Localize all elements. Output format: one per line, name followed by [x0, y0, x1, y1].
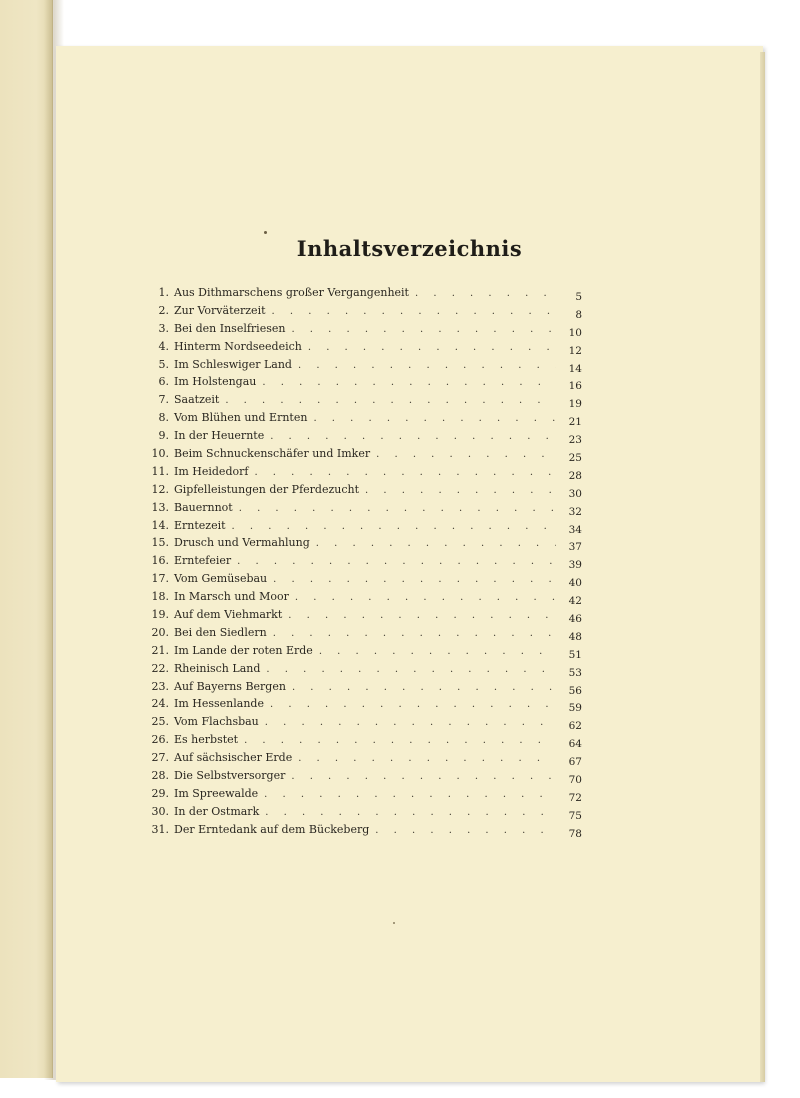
toc-entry-page-number: 59 — [568, 702, 582, 715]
toc-leader-dots — [264, 789, 556, 800]
toc-entry-page-number: 10 — [568, 326, 582, 339]
toc-entry-page-number: 21 — [568, 416, 582, 429]
toc-entry-title: Im Heidedorf — [174, 464, 249, 478]
ink-speck — [264, 231, 267, 234]
toc-entry-title: Vom Gemüsebau — [174, 572, 268, 586]
toc-entry — [142, 465, 582, 483]
toc-entry-title: In der Ostmark — [174, 804, 260, 818]
page-stack-edge — [760, 52, 765, 1082]
toc-leader-dots — [265, 717, 556, 728]
toc-entry-page-number: 5 — [575, 291, 582, 303]
toc-entry — [142, 411, 582, 429]
toc-entry-number: 19. — [151, 608, 169, 622]
toc-entry-title: Rheinisch Land — [174, 661, 261, 675]
toc-entry-page-number: 39 — [568, 559, 582, 572]
toc-entry-page-number: 12 — [568, 344, 582, 357]
toc-entry-page-number: 34 — [568, 523, 582, 536]
toc-entry-title: Vom Blühen und Ernten — [174, 411, 308, 425]
toc-entry — [142, 769, 582, 787]
toc-entry-number: 31. — [151, 822, 169, 836]
toc-leader-dots — [262, 377, 556, 388]
toc-entry-title: Auf dem Viehmarkt — [174, 608, 283, 622]
toc-entry-title: Im Holstengau — [174, 375, 257, 389]
toc-entry — [142, 375, 582, 393]
toc-entry-number: 30. — [151, 804, 169, 818]
toc-entry-title: Vom Flachsbau — [174, 715, 259, 729]
toc-entry-title: Der Erntedank auf dem Bückeberg — [174, 822, 370, 836]
toc-leader-dots — [237, 556, 556, 567]
toc-leader-dots — [298, 360, 556, 371]
toc-entry-number: 9. — [158, 429, 169, 443]
toc-entry — [142, 697, 582, 715]
toc-entry-number: 7. — [158, 393, 169, 407]
toc-entry-page-number: 30 — [568, 487, 582, 500]
toc-entry-page-number: 56 — [568, 684, 582, 697]
toc-entry-number: 25. — [151, 715, 169, 729]
toc-leader-dots — [291, 771, 556, 782]
toc-entry-title: Beim Schnuckenschäfer und Imker — [174, 447, 371, 461]
toc-entry-title: Im Lande der roten Erde — [174, 643, 313, 657]
toc-entry-title: Saatzeit — [174, 393, 220, 407]
toc-entry-page-number: 62 — [568, 720, 582, 733]
toc-entry — [142, 608, 582, 626]
toc-leader-dots — [272, 306, 556, 317]
toc-leader-dots — [292, 682, 556, 693]
toc-leader-dots — [266, 664, 556, 675]
toc-entry — [142, 715, 582, 733]
toc-entry — [142, 483, 582, 501]
toc-leader-dots — [308, 342, 556, 353]
toc-entry-title: In der Heuernte — [174, 429, 265, 443]
toc-entry-number: 28. — [151, 769, 169, 783]
toc-entry — [142, 590, 582, 608]
toc-leader-dots — [375, 825, 556, 836]
toc-entry — [142, 662, 582, 680]
table-of-contents — [142, 286, 582, 841]
toc-entry-page-number: 23 — [568, 434, 582, 447]
toc-entry-title: Hinterm Nordseedeich — [174, 339, 302, 353]
toc-entry — [142, 519, 582, 537]
toc-leader-dots — [244, 735, 556, 746]
toc-entry-number: 20. — [151, 625, 169, 639]
toc-entry-number: 3. — [158, 321, 169, 335]
toc-entry-title: Zur Vorväterzeit — [174, 303, 266, 317]
page-title: Inhaltsverzeichnis — [296, 236, 523, 261]
toc-entry-page-number: 70 — [568, 774, 582, 787]
toc-entry-number: 24. — [151, 697, 169, 711]
toc-entry-number: 1. — [158, 286, 169, 299]
toc-entry-number: 15. — [151, 536, 169, 550]
toc-entry-title: Auf sächsischer Erde — [174, 751, 293, 765]
toc-entry-title: Erntezeit — [174, 518, 226, 532]
toc-leader-dots — [288, 610, 556, 621]
toc-leader-dots — [225, 395, 556, 406]
toc-entry-page-number: 64 — [568, 738, 582, 751]
toc-entry — [142, 680, 582, 698]
toc-entry-page-number: 28 — [568, 469, 582, 482]
toc-leader-dots — [376, 449, 556, 460]
toc-entry-page-number: 72 — [568, 791, 582, 804]
toc-entry-title: Bei den Siedlern — [174, 625, 267, 639]
toc-entry — [142, 733, 582, 751]
toc-entry — [142, 304, 582, 322]
toc-entry-number: 2. — [158, 303, 169, 317]
toc-leader-dots — [415, 288, 556, 299]
toc-entry-page-number: 40 — [568, 577, 582, 590]
toc-leader-dots — [313, 413, 556, 424]
right-page — [56, 46, 763, 1082]
toc-leader-dots — [273, 574, 556, 585]
toc-entry-title: Es herbstet — [174, 733, 239, 747]
toc-entry-number: 11. — [151, 464, 169, 478]
toc-leader-dots — [265, 807, 556, 818]
toc-leader-dots — [239, 503, 556, 514]
toc-entry — [142, 644, 582, 662]
toc-entry-page-number: 51 — [568, 648, 582, 661]
toc-entry-number: 29. — [151, 786, 169, 800]
toc-entry-page-number: 16 — [568, 380, 582, 393]
toc-entry-title: Erntefeier — [174, 554, 232, 568]
toc-entry-page-number: 32 — [568, 505, 582, 518]
toc-entry-number: 27. — [151, 751, 169, 765]
toc-entry — [142, 447, 582, 465]
toc-entry-page-number: 14 — [568, 362, 582, 375]
toc-leader-dots — [270, 699, 556, 710]
toc-entry-title: In Marsch und Moor — [174, 590, 289, 604]
toc-leader-dots — [295, 592, 556, 603]
toc-entry-page-number: 78 — [568, 827, 582, 840]
toc-entry — [142, 340, 582, 358]
toc-entry-number: 10. — [151, 447, 169, 461]
toc-entry — [142, 626, 582, 644]
toc-entry-number: 4. — [158, 339, 169, 353]
toc-leader-dots — [316, 538, 556, 549]
toc-entry-page-number: 53 — [568, 666, 582, 679]
toc-entry-page-number: 8 — [575, 308, 582, 321]
toc-entry-title: Bauernnot — [174, 500, 233, 514]
toc-entry-title: Im Schleswiger Land — [174, 357, 292, 371]
toc-entry-number: 14. — [151, 518, 169, 532]
toc-entry — [142, 429, 582, 447]
toc-entry — [142, 536, 582, 554]
toc-leader-dots — [365, 485, 556, 496]
toc-entry-number: 8. — [158, 411, 169, 425]
toc-entry-number: 16. — [151, 554, 169, 568]
toc-leader-dots — [291, 324, 556, 335]
toc-leader-dots — [232, 521, 556, 532]
toc-entry — [142, 572, 582, 590]
toc-entry-title: Im Hessenlande — [174, 697, 264, 711]
toc-entry-title: Aus Dithmarschens großer Vergangenheit — [174, 286, 409, 299]
toc-entry-number: 18. — [151, 590, 169, 604]
toc-entry-page-number: 42 — [568, 595, 582, 608]
toc-entry-page-number: 46 — [568, 613, 582, 626]
toc-entry — [142, 358, 582, 376]
toc-leader-dots — [319, 646, 556, 657]
toc-entry-page-number: 67 — [568, 756, 582, 769]
toc-entry-number: 21. — [151, 643, 169, 657]
toc-entry — [142, 805, 582, 823]
toc-entry — [142, 554, 582, 572]
toc-entry-number: 22. — [151, 661, 169, 675]
toc-entry — [142, 393, 582, 411]
toc-entry-number: 23. — [151, 679, 169, 693]
toc-entry-page-number: 37 — [568, 541, 582, 554]
toc-entry — [142, 751, 582, 769]
toc-entry-page-number: 19 — [568, 398, 582, 411]
toc-leader-dots — [298, 753, 556, 764]
toc-leader-dots — [254, 467, 556, 478]
toc-entry-title: Gipfelleistungen der Pferdezucht — [174, 482, 360, 496]
toc-entry — [142, 823, 582, 841]
toc-entry-number: 17. — [151, 572, 169, 586]
toc-entry-title: Drusch und Vermahlung — [174, 536, 310, 550]
toc-entry-title: Bei den Inselfriesen — [174, 321, 286, 335]
toc-entry-page-number: 25 — [568, 452, 582, 465]
toc-entry-title: Im Spreewalde — [174, 786, 259, 800]
toc-entry-page-number: 75 — [568, 809, 582, 822]
paper-speck — [393, 922, 395, 924]
toc-entry-number: 26. — [151, 733, 169, 747]
toc-entry-number: 12. — [151, 482, 169, 496]
toc-leader-dots — [273, 628, 556, 639]
toc-entry-number: 6. — [158, 375, 169, 389]
toc-entry — [142, 501, 582, 519]
toc-entry-title: Die Selbstversorger — [174, 769, 286, 783]
toc-entry-page-number: 48 — [568, 630, 582, 643]
toc-entry-number: 5. — [158, 357, 169, 371]
toc-entry — [142, 787, 582, 805]
toc-entry-number: 13. — [151, 500, 169, 514]
toc-entry — [142, 322, 582, 340]
toc-entry-title: Auf Bayerns Bergen — [174, 679, 286, 693]
toc-entry — [142, 286, 582, 304]
toc-leader-dots — [270, 431, 556, 442]
